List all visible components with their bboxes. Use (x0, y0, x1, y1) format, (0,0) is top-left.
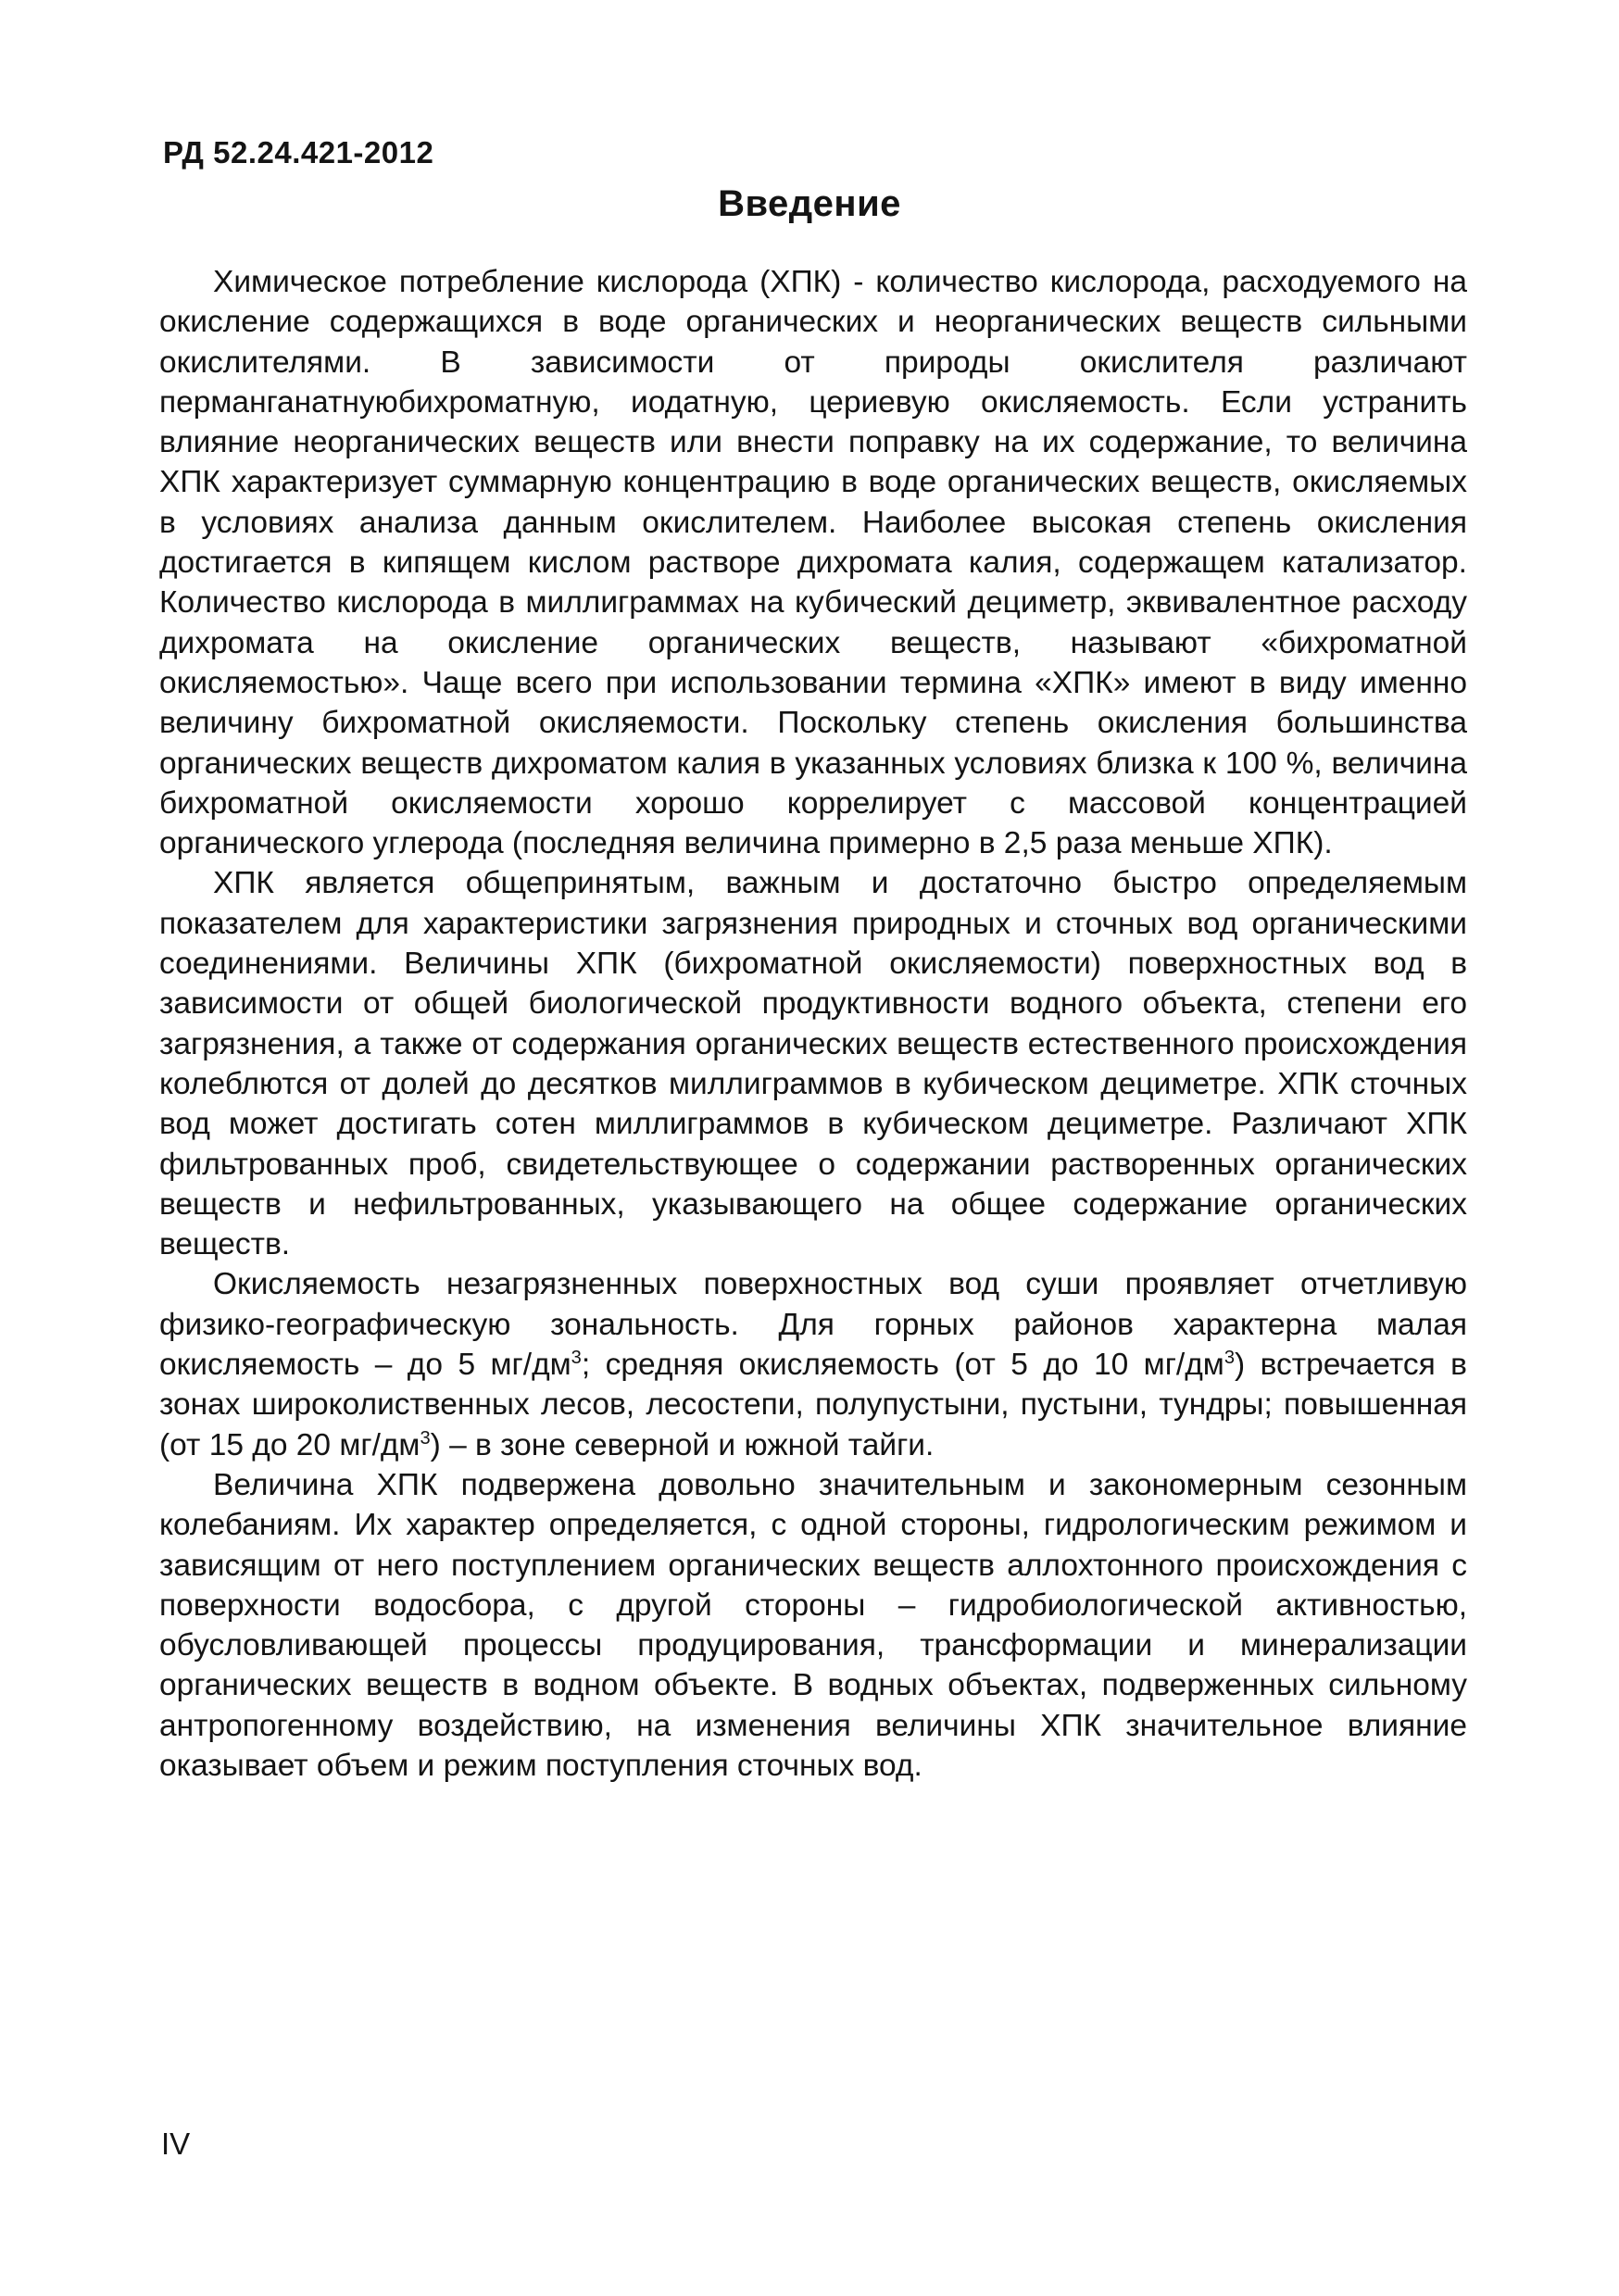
document-body (159, 262, 1467, 1786)
paragraph-zonality (159, 1264, 1467, 1464)
zonality-text-4: ) – в зоне северной и южной тайги. (430, 1427, 935, 1462)
superscript-3: 3 (571, 1347, 582, 1368)
page-number: IV (161, 2127, 191, 2161)
document-code: РД 52.24.421-2012 (163, 135, 434, 169)
zonality-text-3: ) встречается в зонах широколиственных лесов, лесостепи, полупустыни, пустыни, тундры; повышенная (от 15 до 20 мг/дм (159, 1348, 1467, 1462)
superscript-3: 3 (420, 1427, 431, 1449)
paragraph-cod-indicator: ХПК является общепринятым, важным и достаточно быстро определяемым показателем для характеристики загрязнения природных и сточных вод органическими соединениями. Величины ХПК (бихроматной окисляемости) поверхностных вод в зависимости от общей биологической продуктивности водного объекта, степени его загрязнения, а также от содержания органических веществ естественного происхождения колеблются от долей до десятков миллиграммов в кубическом дециметре. ХПК сточных вод может достигать сотен миллиграммов в кубическом дециметре. Различают ХПК фильтрованных проб, свидетельствующее о содержании растворенных органических веществ и нефильтрованных, указывающего на общее содержание органических веществ. (159, 866, 1467, 1262)
paragraph-seasonal-variation: Величина ХПК подвержена довольно значительным и закономерным сезонным колебаниям. Их характер определяется, с одной стороны, гидрологическим режимом и зависящим от него поступлением органических веществ аллохтонного происхождения с поверхности водосбора, с другой стороны – гидробиологической активностью, обусловливающей процессы продуцирования, трансформации и минерализации органических веществ в водном объекте. В водных объектах, подверженных сильному антропогенному воздействию, на изменения величины ХПК значительное влияние оказывает объем и режим поступления сточных вод. (159, 1467, 1467, 1783)
zonality-text-2: ; средняя окисляемость (от 5 до 10 мг/дм (581, 1348, 1224, 1383)
section-title: Введение (718, 183, 901, 224)
zonality-text-1: Окисляемость незагрязненных поверхностных вод суши проявляет отчетливую физико-географическую зональность. Для горных районов характерна малая окисляемость – до 5 мг/дм (159, 1267, 1467, 1383)
paragraph-cod-definition: Химическое потребление кислорода (ХПК) - количество кислорода, расходуемого на окисление содержащихся в воде органических и неорганических веществ сильными окислителями. В зависимости от природы окислителя различают перманганатнуюбихроматную, иодатную, цериевую окисляемость. Если устранить влияние неорганических веществ или внести поправку на их содержание, то величина ХПК характеризует суммарную концентрацию в воде органических веществ, окисляемых в условиях анализа данным окислителем. Наиболее высокая степень окисления достигается в кипящем кислом растворе дихромата калия, содержащем катализатор. Количество кислорода в миллиграммах на кубический дециметр, эквивалентное расходу дихромата на окисление органических веществ, называют «бихроматной окисляемостью». Чаще всего при использовании термина «ХПК» имеют в виду именно величину бихроматной окисляемости. Поскольку степень окисления большинства органических веществ дихроматом калия в указанных условиях близка к 100 %, величина бихроматной окисляемости хорошо коррелирует с массовой концентрацией органического углерода (последняя величина примерно в 2,5 раза меньше ХПК). (159, 265, 1467, 861)
superscript-3: 3 (1224, 1347, 1235, 1368)
